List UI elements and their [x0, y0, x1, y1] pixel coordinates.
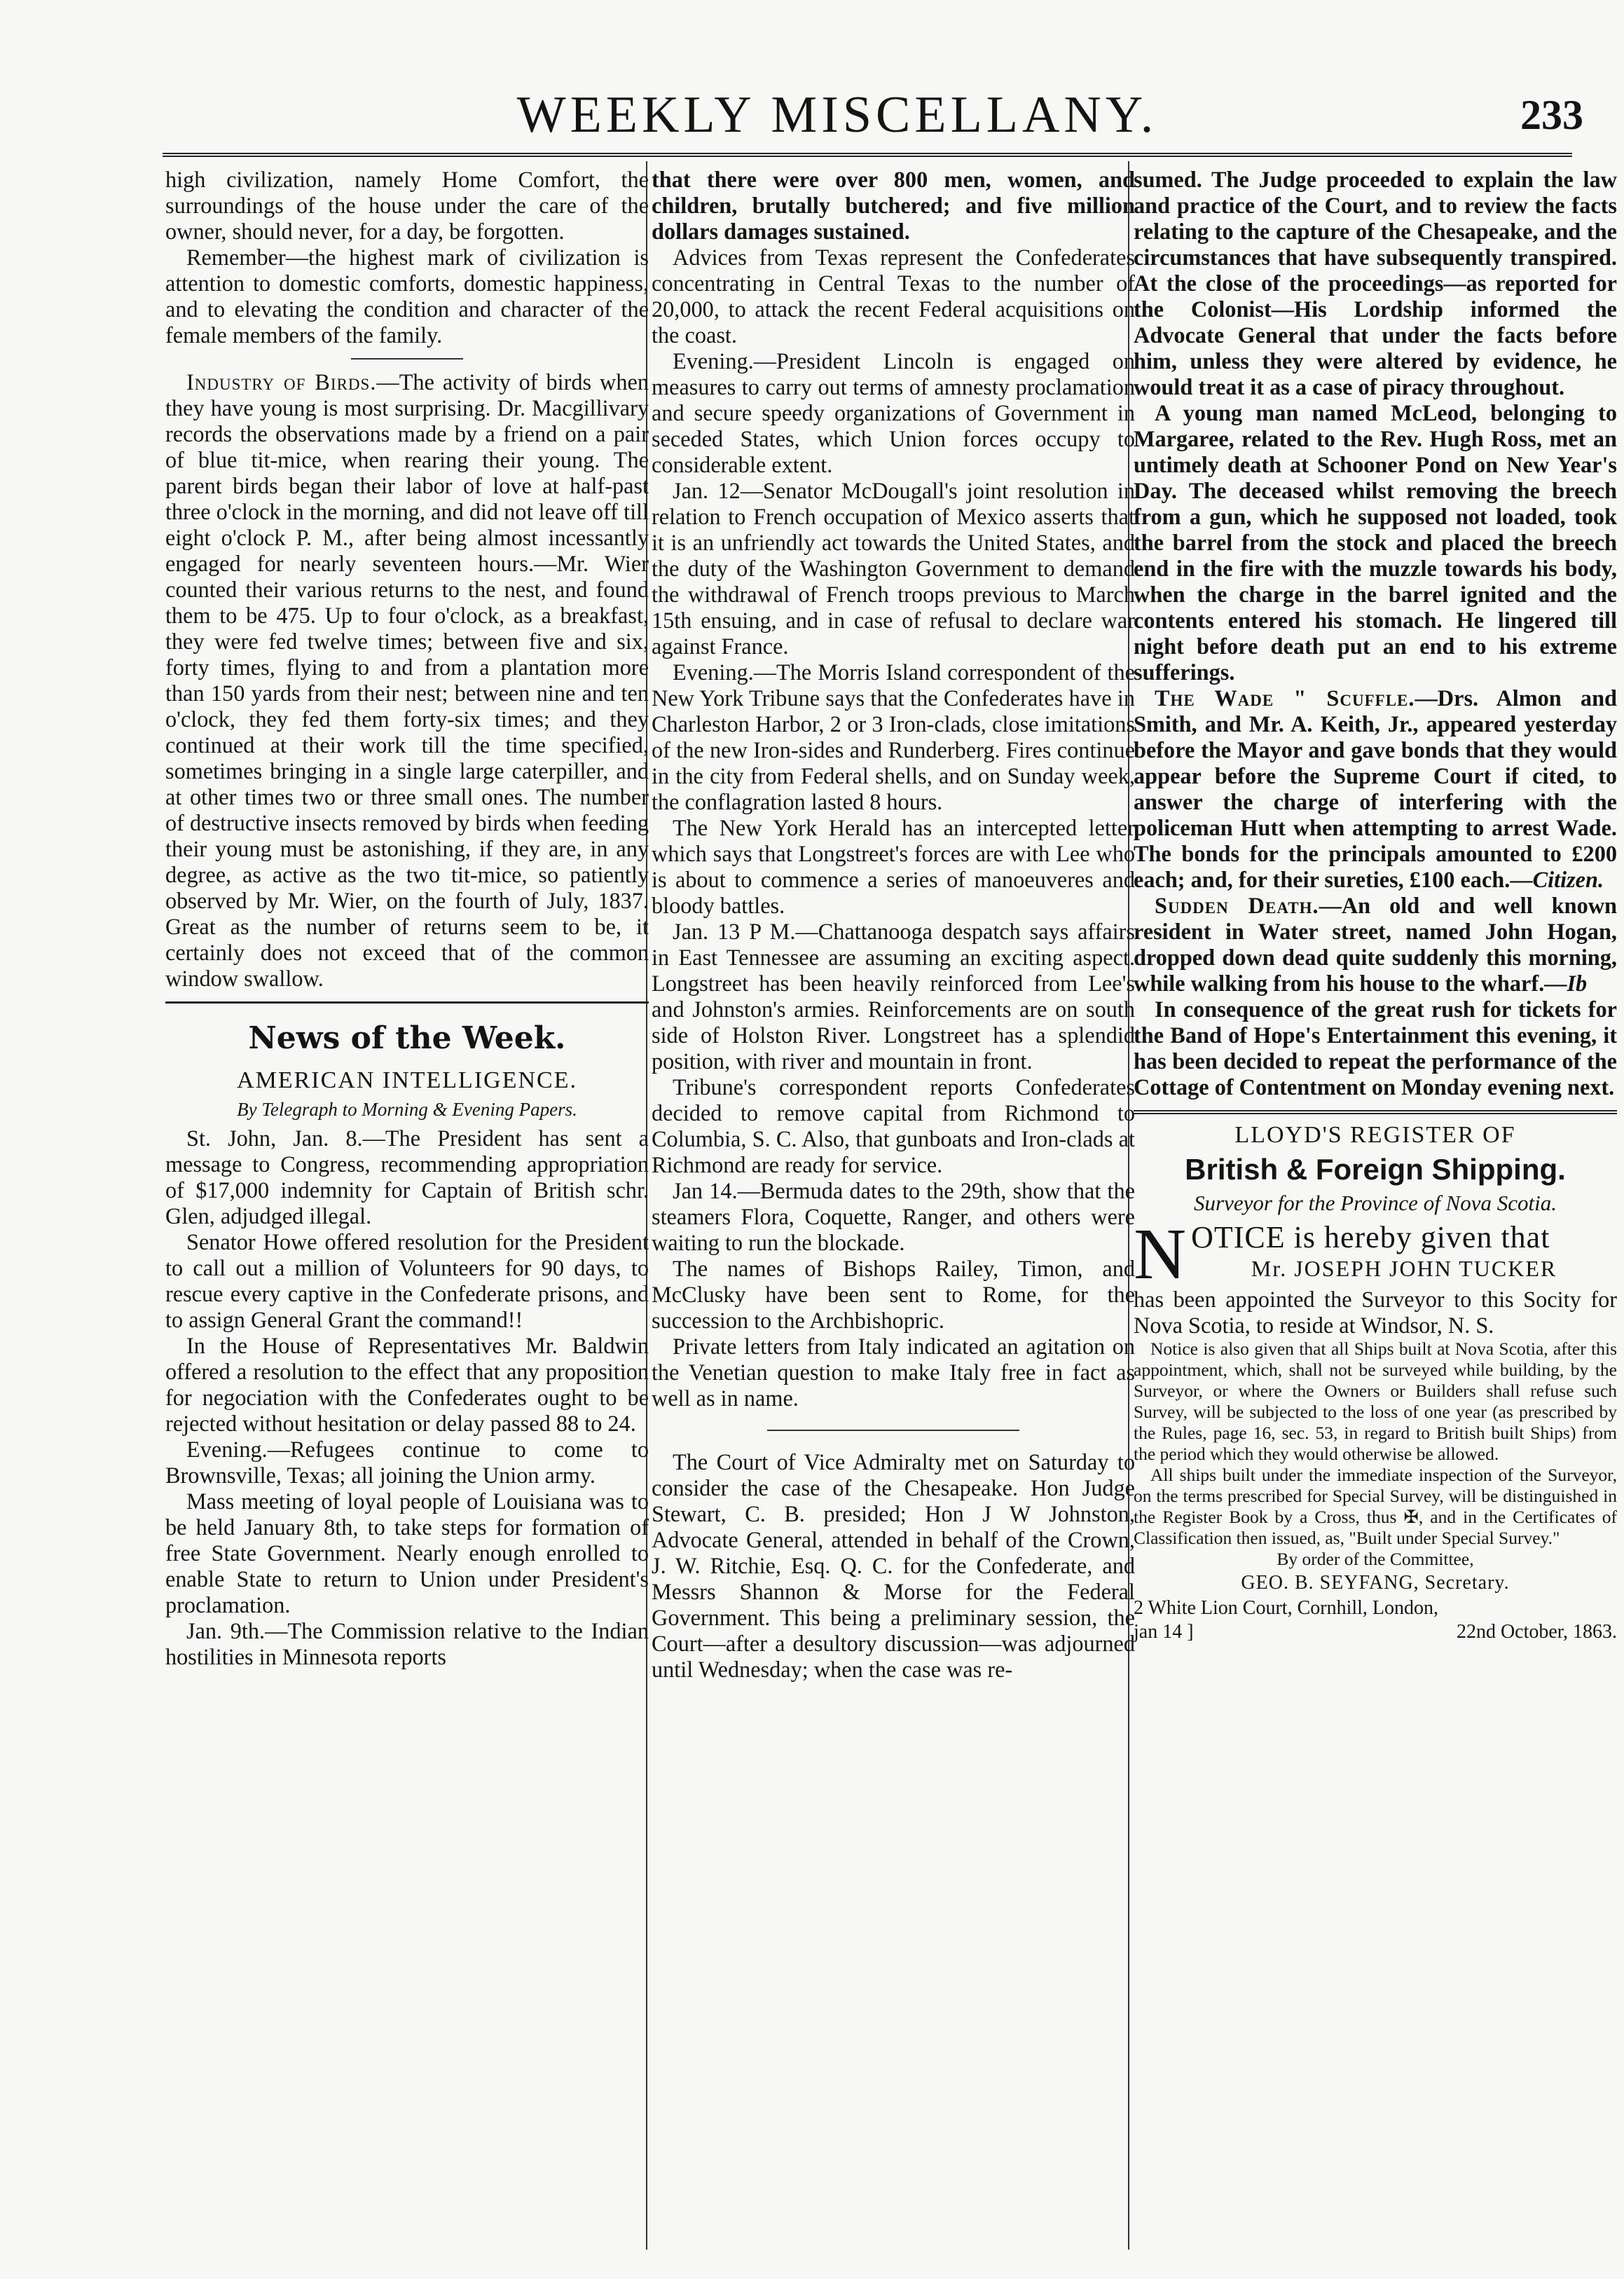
section-heading: AMERICAN INTELLIGENCE.: [237, 1067, 577, 1093]
paragraph: Advices from Texas represent the Confederates concentrating in Central Texas to the number of 20,000, to attack the recent Federal acquisitions on the coast.: [652, 245, 1135, 348]
ad-small-paragraph: All ships built under the immediate inspection of the Surveyor, on the terms prescribed for Special Survey, will be distinguished in the Register Book by a Cross, thus ✠, and in the Certificates of Classification then issued, as, "Built under Special Survey.": [1134, 1465, 1617, 1548]
ad-italic-line: Surveyor for the Province of Nova Scotia.: [1194, 1191, 1557, 1215]
masthead-title: WEEKLY MISCELLANY.: [516, 86, 1158, 144]
paragraph: sumed. The Judge proceeded to explain the law and practice of the Court, and to review the facts relating to the capture of the Chesapeake, and the circumstances that have subsequently transpired. At the close of the proceedings—as reported for the Colonist—His Lordship informed the Advocate General that under the facts before him, unless they were altered by evidence, he would treat it as a case of piracy throughout.: [1134, 167, 1617, 399]
byline: By Telegraph to Morning & Evening Papers.: [237, 1099, 577, 1120]
article-source: Citizen.: [1532, 867, 1604, 892]
article-text: —The activity of birds when they have young is most surprising. Dr. Macgillivary records the observations made by a friend on a pair of blue tit-mice, when rearing their young. The parent birds began their labor of love at half-past three o'clock in the morning, and did not leave off till eight o'clock P. M., after being almost incessantly engaged for nearly seventeen hours.—Mr. Wier counted their various returns to the nest, and found them to be 475. Up to four o'clock, as a breakfast, they were fed twelve times; between five and six, forty times, flying to and from a plantation more than 150 yards from their nest; between nine and ten o'clock, they fed them forty-six times; and they continued at their work till the time specified, sometimes bringing in a single large caterpiller, and at other times two or three small ones. The number of destructive insects removed by birds when feeding their young must be astonishing, if they are, in any degree, as active as the two tit-mice, so patiently observed by Mr. Wier, on the fourth of July, 1837. Great as the number of returns seem to be, it certainly does not exceed that of the common window swallow.: [165, 369, 649, 991]
surveyor-name: Mr. JOSEPH JOHN TUCKER: [1251, 1256, 1557, 1281]
article-separator: [351, 358, 463, 360]
paragraph: The names of Bishops Railey, Timon, and McClusky have been sent to Rome, for the succession to the Archbishopric.: [652, 1256, 1135, 1333]
article-title: The Wade " Scuffle.: [1155, 685, 1415, 711]
article-title: Sudden Death.: [1155, 893, 1319, 918]
paragraph: Jan. 13 P M.—Chattanooga despatch says affairs in East Tennessee are assuming an exciting aspect. Longstreet has been heavily reinforced from Lee's and Johnston's armies. Reinforcements are on south side of Holston River. Longstreet has a splendid position, with river and mountain in front.: [652, 919, 1135, 1074]
paragraph: Private letters from Italy indicated an agitation on the Venetian question to make Italy free in fact as well as in name.: [652, 1334, 1135, 1411]
lloyds-advertisement: [1134, 1121, 1617, 1644]
paragraph: Evening.—Refugees continue to come to Brownsville, Texas; all joining the Union army.: [165, 1437, 649, 1488]
section-rule: [165, 1001, 649, 1004]
article-wade: [1134, 685, 1617, 893]
paragraph: Evening.—President Lincoln is engaged on measures to carry out terms of amnesty proclamation and secure speedy organizations of Government in seceded States, which Union forces occupy to considerable extent.: [652, 348, 1135, 477]
signature: GEO. B. SEYFANG, Secretary.: [1241, 1572, 1510, 1594]
paragraph: high civilization, namely Home Comfort, the surroundings of the house under the care of the owner, should never, for a day, be forgotten.: [165, 167, 649, 244]
paragraph: Remember—the highest mark of civilization is attention to domestic comforts, domestic happiness, and to elevating the condition and character of the female members of the family.: [165, 245, 649, 348]
article-source: Ib: [1567, 971, 1588, 996]
ad-subtitle: British & Foreign Shipping.: [1185, 1153, 1566, 1186]
paragraph: Jan. 9th.—The Commission relative to the Indian hostilities in Minnesota reports: [165, 1618, 649, 1669]
article-birds: [165, 369, 649, 992]
paragraph: Jan. 12—Senator McDougall's joint resolution in relation to French occupation of Mexico asserts that it is an unfriendly act towards the United States, and the duty of the Washington Government to demand the withdrawal of French troops previous to March 15th ensuing, and in case of refusal to declare war against France.: [652, 478, 1135, 659]
order-line: By order of the Committee,: [1277, 1549, 1474, 1569]
paragraph: has been appointed the Surveyor to this Socity for Nova Scotia, to reside at Windsor, N. S.: [1134, 1287, 1617, 1338]
article-title: Industry of Birds.: [186, 369, 377, 395]
paragraph: Tribune's correspondent reports Confederates decided to remove capital from Richmond to Columbia, S. C. Also, that gunboats and Iron-clads at Richmond are ready for service.: [652, 1074, 1135, 1177]
address: 2 White Lion Court, Cornhill, London,: [1134, 1597, 1439, 1619]
date-left: jan 14 ]: [1134, 1621, 1194, 1643]
paragraph: The New York Herald has an intercepted letter which says that Longstreet's forces are with Lee who is about to commence a series of manoeuveres and bloody battles.: [652, 815, 1135, 918]
header-rule: [163, 153, 1572, 157]
date-right: 22nd October, 1863.: [1456, 1621, 1617, 1643]
paragraph: Senator Howe offered resolution for the President to call out a million of Volunteers for 90 days, to rescue every captive in the Confederate prisons, and to assign General Grant the command!!: [165, 1229, 649, 1332]
column-3: [1134, 167, 1617, 2241]
ad-footer: [1134, 1620, 1617, 1644]
ad-small-paragraph: Notice is also given that all Ships built at Nova Scotia, after this appointment, which, shall not be surveyed while building, by the Surveyor, or where the Owners or Builders shall refuse such Survey, will be subjected to the loss of one year (as prescribed by the Rules, page 16, sec. 53, in regard to British built Ships) from the period which they would otherwise be allowed.: [1134, 1339, 1617, 1464]
column-2: [652, 167, 1135, 2241]
paragraph: Evening.—The Morris Island correspondent of the New York Tribune says that the Confederates have in Charleston Harbor, 2 or 3 Iron-clads, close imitations of the new Iron-sides and Runderberg. Fires continue in the city from Federal shells, and on Sunday week, the conflagration lasted 8 hours.: [652, 659, 1135, 814]
advertisement-rule: [1134, 1110, 1617, 1114]
news-heading: News of the Week.: [248, 1020, 566, 1056]
notice-text: OTICE is hereby given that: [1191, 1220, 1550, 1254]
article-sudden-death: [1134, 893, 1617, 997]
paragraph: Jan 14.—Bermuda dates to the 29th, show that the steamers Flora, Coquette, Ranger, and others were waiting to run the blockade.: [652, 1178, 1135, 1255]
article-text: —An old and well known resident in Water street, named John Hogan, dropped down dead quite suddenly this morning, while walking from his house to the wharf.—: [1134, 893, 1617, 996]
article-separator: [767, 1430, 1019, 1431]
column-1: [165, 167, 649, 2241]
article-text: —Drs. Almon and Smith, and Mr. A. Keith, Jr., appeared yesterday before the Mayor and gave bonds that they would appear before the Supreme Court if cited, to answer the charge of interfering with the policeman Hutt when attempting to arrest Wade. The bonds for the principals amounted to £200 each; and, for their sureties, £100 each.—: [1134, 685, 1617, 892]
paragraph: that there were over 800 men, women, and children, brutally butchered; and five million dollars damages sustained.: [652, 167, 1135, 244]
paragraph: Mass meeting of loyal people of Louisiana was to be held January 8th, to take steps for formation of free State Government. Nearly enough enrolled to enable State to return to Union under President's proclamation.: [165, 1488, 649, 1617]
ad-title: LLOYD'S REGISTER OF: [1234, 1122, 1516, 1148]
page-header: [84, 87, 1590, 143]
paragraph: In consequence of the great rush for tickets for the Band of Hope's Entertainment this evening, it has been decided to repeat the performance of the Cottage of Contentment on Monday evening next.: [1134, 997, 1617, 1100]
paragraph: St. John, Jan. 8.—The President has sent a message to Congress, recommending appropriation of $17,000 indemnity for Captain of British schr. Glen, adjudged illegal.: [165, 1125, 649, 1229]
paragraph: In the House of Representatives Mr. Baldwin offered a resolution to the effect that any proposition for negociation with the Confederates ought to be rejected without hesitation or delay passed 88 to 24.: [165, 1333, 649, 1436]
paragraph: A young man named McLeod, belonging to Margaree, related to the Rev. Hugh Ross, met an untimely death at Schooner Pond on New Year's Day. The deceased whilst removing the breech from a gun, which he supposed not loaded, took the barrel from the stock and placed the breech end in the fire with the muzzle towards his body, when the charge in the barrel ignited and the contents entered his stomach. He lingered till night before death put an end to his extreme sufferings.: [1134, 400, 1617, 685]
page-number: 233: [1520, 92, 1583, 138]
drop-cap: N: [1134, 1214, 1188, 1294]
paragraph: The Court of Vice Admiralty met on Saturday to consider the case of the Chesapeake. Hon Judge Stewart, C. B. presided; Hon J W Johnston, Advocate General, attended in behalf of the Crown, J. W. Ritchie, Esq. Q. C. for the Confederate, and Messrs Shannon & Morse for the Federal Government. This being a preliminary session, the Court—after a desultory discussion—was adjourned until Wednesday; when the case was re-: [652, 1449, 1135, 1682]
